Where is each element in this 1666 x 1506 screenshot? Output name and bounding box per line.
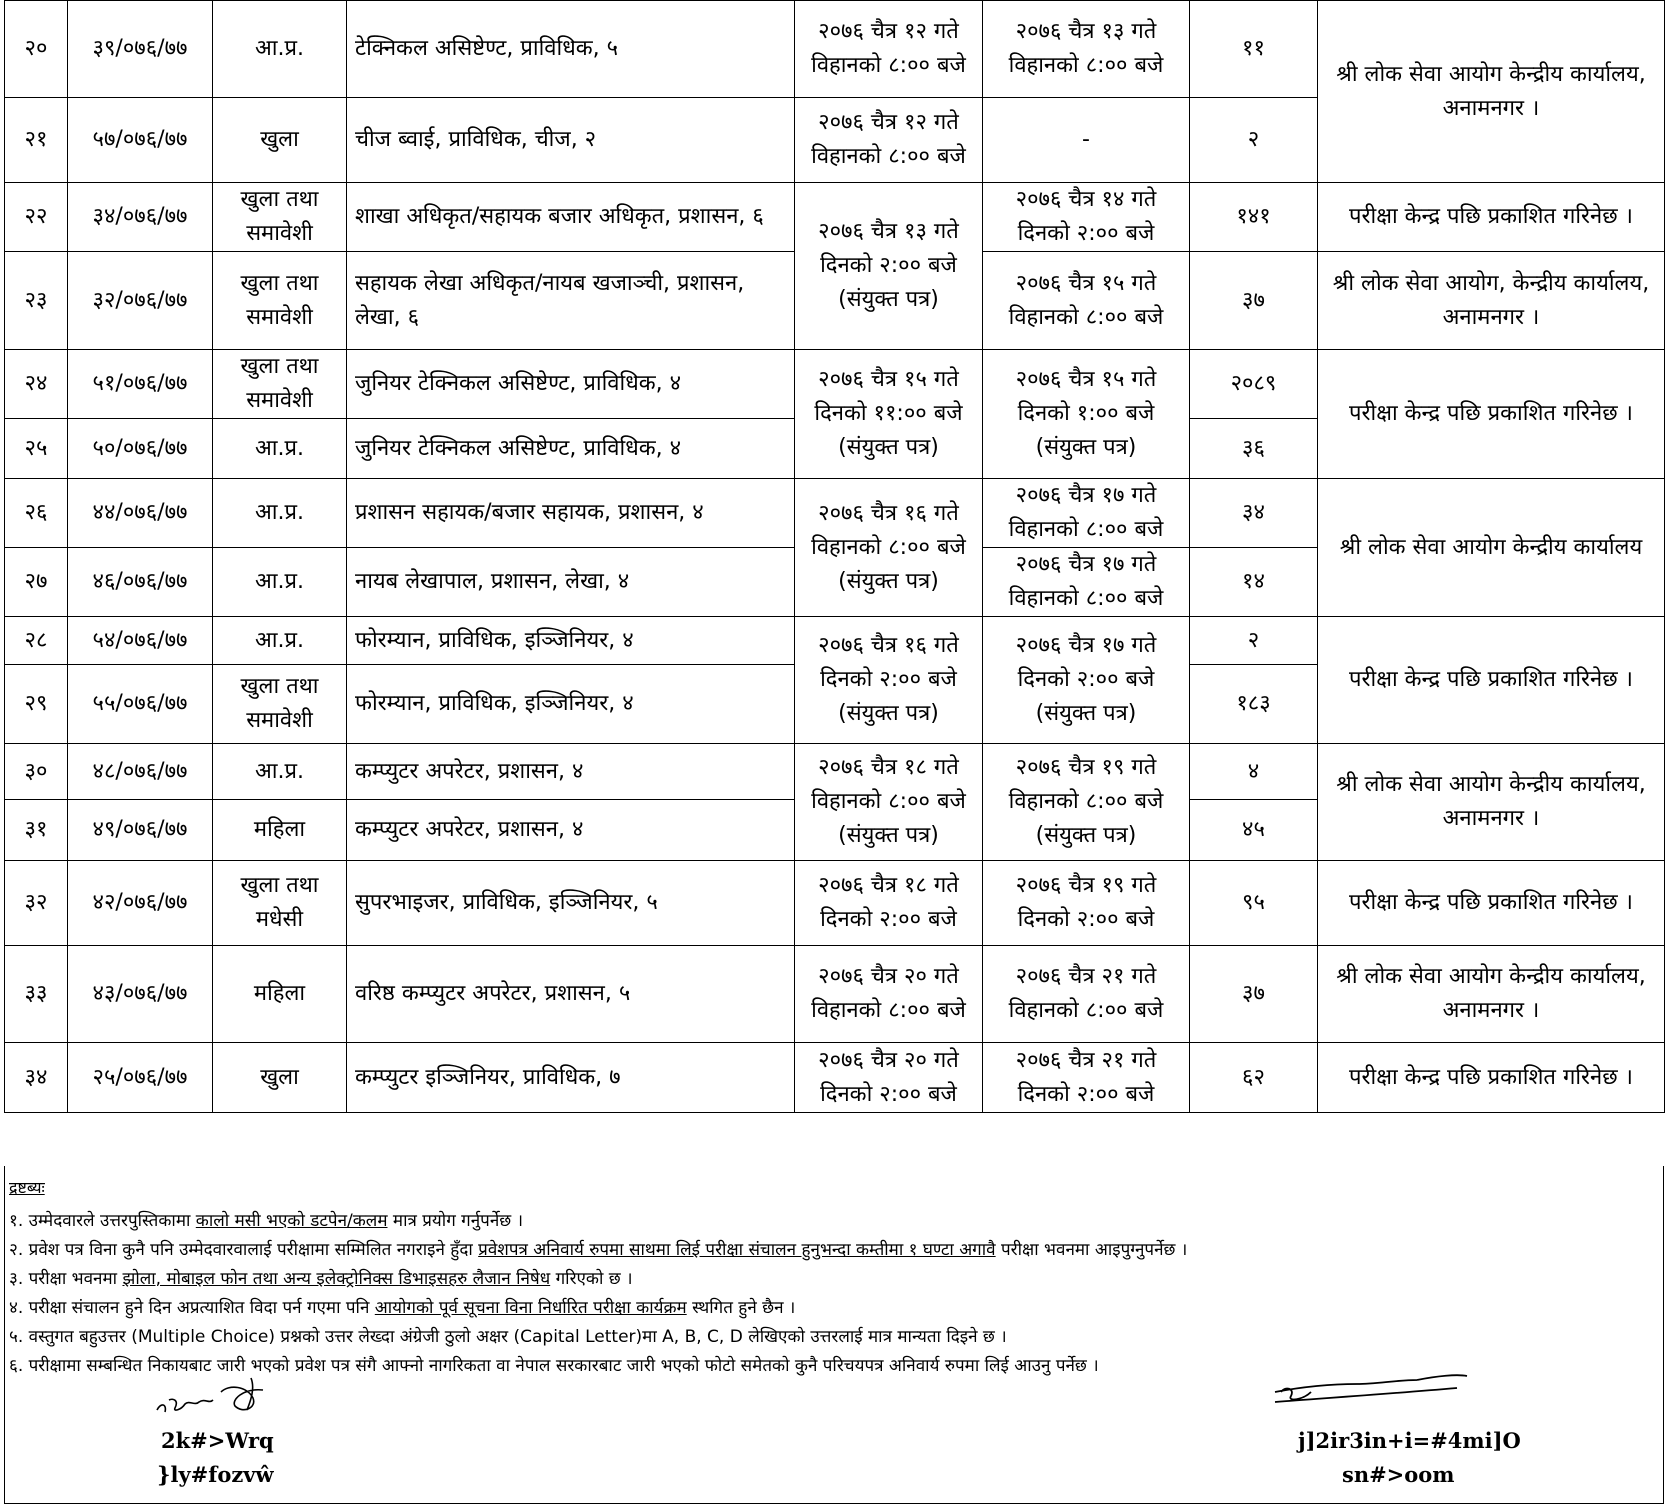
second-exam-cell: २०७६ चैत्र १५ गते दिनको १:०० बजे (संयुक्त पत्र) xyxy=(983,350,1190,479)
note-4: ४. परीक्षा संचालन हुने दिन अप्रत्याशित विदा पर्न गएमा पनि आयोगको पूर्व सूचना विना निर्धारित परीक्षा कार्यक्रम स्थगित हुने छैन । xyxy=(9,1298,796,1318)
note-2: २. प्रवेश पत्र विना कुनै पनि उम्मेदवारवालाई परीक्षामा सम्मिलित नगराइने हुँदा प्रवेशपत्र अनिवार्य रुपमा साथमा लिई परीक्षा संचालन हुनुभन्दा कम्तीमा १ घण्टा अगावै परीक्षा भवनमा आइपुग्नुपर्नेछ । xyxy=(9,1240,1188,1260)
candidate-count-cell: २०८९ xyxy=(1190,350,1318,419)
second-exam-cell: २०७६ चैत्र १९ गते दिनको २:०० बजे xyxy=(983,861,1190,946)
left-signature-scribble xyxy=(151,1374,281,1424)
advertisement-no-cell: ४३/०७६/७७ xyxy=(68,946,213,1043)
group-cell: खुला xyxy=(213,1043,347,1113)
exam-center-cell: श्री लोक सेवा आयोग केन्द्रीय कार्यालय xyxy=(1318,479,1665,617)
post-cell: कम्प्युटर अपरेटर, प्रशासन, ४ xyxy=(347,744,795,800)
table-row xyxy=(5,744,1665,800)
advertisement-no-cell: ४४/०७६/७७ xyxy=(68,479,213,548)
exam-center-cell: श्री लोक सेवा आयोग केन्द्रीय कार्यालय, अनामनगर । xyxy=(1318,744,1665,861)
exam-center-cell: श्री लोक सेवा आयोग केन्द्रीय कार्यालय, अनामनगर । xyxy=(1318,946,1665,1043)
table-row xyxy=(5,183,1665,252)
table-row xyxy=(5,1,1665,98)
candidate-count-cell: १८३ xyxy=(1190,665,1318,744)
serial-cell: २९ xyxy=(5,665,68,744)
right-signature-scribble xyxy=(1267,1362,1487,1422)
candidate-count-cell: ३७ xyxy=(1190,252,1318,350)
advertisement-no-cell: ४६/०७६/७७ xyxy=(68,548,213,617)
table-row xyxy=(5,861,1665,946)
exam-center-cell: परीक्षा केन्द्र पछि प्रकाशित गरिनेछ । xyxy=(1318,183,1665,252)
written-exam-cell: २०७६ चैत्र १६ गते दिनको २:०० बजे (संयुक्त पत्र) xyxy=(795,617,983,744)
advertisement-no-cell: ४९/०७६/७७ xyxy=(68,800,213,861)
candidate-count-cell: ३७ xyxy=(1190,946,1318,1043)
table-row xyxy=(5,1043,1665,1113)
notes-section xyxy=(4,1166,1664,1504)
serial-cell: २४ xyxy=(5,350,68,419)
post-cell: फोरम्यान, प्राविधिक, इञ्जिनियर, ४ xyxy=(347,617,795,665)
post-cell: जुनियर टेक्निकल असिष्टेण्ट, प्राविधिक, ४ xyxy=(347,419,795,479)
candidate-count-cell: ४ xyxy=(1190,744,1318,800)
notes-heading: द्रष्टब्यः xyxy=(9,1178,45,1197)
second-exam-cell: २०७६ चैत्र १३ गते विहानको ८:०० बजे xyxy=(983,1,1190,98)
candidate-count-cell: २ xyxy=(1190,617,1318,665)
group-cell: आ.प्र. xyxy=(213,617,347,665)
right-signatory-name: j]2ir3in+i=#4mi]O xyxy=(1298,1428,1521,1453)
advertisement-no-cell: ५०/०७६/७७ xyxy=(68,419,213,479)
second-exam-cell: २०७६ चैत्र १७ गते विहानको ८:०० बजे xyxy=(983,479,1190,548)
serial-cell: २८ xyxy=(5,617,68,665)
group-cell: आ.प्र. xyxy=(213,479,347,548)
candidate-count-cell: २ xyxy=(1190,98,1318,183)
group-cell: खुला तथा समावेशी xyxy=(213,665,347,744)
exam-center-cell: परीक्षा केन्द्र पछि प्रकाशित गरिनेछ । xyxy=(1318,1043,1665,1113)
serial-cell: ३१ xyxy=(5,800,68,861)
post-cell: शाखा अधिकृत/सहायक बजार अधिकृत, प्रशासन, ६ xyxy=(347,183,795,252)
table-row xyxy=(5,617,1665,665)
second-exam-cell: २०७६ चैत्र १७ गते विहानको ८:०० बजे xyxy=(983,548,1190,617)
second-exam-cell: २०७६ चैत्र २१ गते विहानको ८:०० बजे xyxy=(983,946,1190,1043)
written-exam-cell: २०७६ चैत्र १५ गते दिनको ११:०० बजे (संयुक्त पत्र) xyxy=(795,350,983,479)
right-signatory-title: sn#>oom xyxy=(1342,1462,1455,1487)
serial-cell: ३२ xyxy=(5,861,68,946)
serial-cell: २६ xyxy=(5,479,68,548)
exam-center-cell: परीक्षा केन्द्र पछि प्रकाशित गरिनेछ । xyxy=(1318,617,1665,744)
post-cell: प्रशासन सहायक/बजार सहायक, प्रशासन, ४ xyxy=(347,479,795,548)
note-3: ३. परीक्षा भवनमा झोला, मोबाइल फोन तथा अन्य इलेक्ट्रोनिक्स डिभाइसहरु लैजान निषेध गरिएको छ । xyxy=(9,1269,633,1289)
candidate-count-cell: १४ xyxy=(1190,548,1318,617)
post-cell: जुनियर टेक्निकल असिष्टेण्ट, प्राविधिक, ४ xyxy=(347,350,795,419)
written-exam-cell: २०७६ चैत्र २० गते विहानको ८:०० बजे xyxy=(795,946,983,1043)
group-cell: खुला तथा समावेशी xyxy=(213,252,347,350)
written-exam-cell: २०७६ चैत्र २० गते दिनको २:०० बजे xyxy=(795,1043,983,1113)
group-cell: खुला xyxy=(213,98,347,183)
written-exam-cell: २०७६ चैत्र १६ गते विहानको ८:०० बजे (संयुक्त पत्र) xyxy=(795,479,983,617)
advertisement-no-cell: ४८/०७६/७७ xyxy=(68,744,213,800)
written-exam-cell: २०७६ चैत्र १२ गते विहानको ८:०० बजे xyxy=(795,1,983,98)
group-cell: आ.प्र. xyxy=(213,419,347,479)
group-cell: आ.प्र. xyxy=(213,1,347,98)
candidate-count-cell: १४१ xyxy=(1190,183,1318,252)
candidate-count-cell: ९५ xyxy=(1190,861,1318,946)
advertisement-no-cell: ३२/०७६/७७ xyxy=(68,252,213,350)
second-exam-cell: २०७६ चैत्र १७ गते दिनको २:०० बजे (संयुक्त पत्र) xyxy=(983,617,1190,744)
serial-cell: ३४ xyxy=(5,1043,68,1113)
group-cell: खुला तथा समावेशी xyxy=(213,183,347,252)
serial-cell: २७ xyxy=(5,548,68,617)
post-cell: फोरम्यान, प्राविधिक, इञ्जिनियर, ४ xyxy=(347,665,795,744)
serial-cell: ३० xyxy=(5,744,68,800)
group-cell: आ.प्र. xyxy=(213,548,347,617)
second-exam-cell: २०७६ चैत्र १९ गते विहानको ८:०० बजे (संयुक्त पत्र) xyxy=(983,744,1190,861)
exam-center-cell: श्री लोक सेवा आयोग केन्द्रीय कार्यालय, अनामनगर । xyxy=(1318,1,1665,183)
table-row xyxy=(5,946,1665,1043)
note-1: १. उम्मेदवारले उत्तरपुस्तिकामा कालो मसी भएको डटपेन/कलम मात्र प्रयोग गर्नुपर्नेछ । xyxy=(9,1211,524,1231)
left-signatory-name: 2k#>Wrq xyxy=(161,1428,274,1453)
serial-cell: ३३ xyxy=(5,946,68,1043)
post-cell: टेक्निकल असिष्टेण्ट, प्राविधिक, ५ xyxy=(347,1,795,98)
exam-center-cell: परीक्षा केन्द्र पछि प्रकाशित गरिनेछ । xyxy=(1318,350,1665,479)
serial-cell: २२ xyxy=(5,183,68,252)
second-exam-cell: २०७६ चैत्र २१ गते दिनको २:०० बजे xyxy=(983,1043,1190,1113)
table-row xyxy=(5,350,1665,419)
post-cell: नायब लेखापाल, प्रशासन, लेखा, ४ xyxy=(347,548,795,617)
written-exam-cell: २०७६ चैत्र १३ गते दिनको २:०० बजे (संयुक्त पत्र) xyxy=(795,183,983,350)
advertisement-no-cell: ५४/०७६/७७ xyxy=(68,617,213,665)
second-exam-cell: २०७६ चैत्र १५ गते विहानको ८:०० बजे xyxy=(983,252,1190,350)
serial-cell: २१ xyxy=(5,98,68,183)
exam-center-cell: परीक्षा केन्द्र पछि प्रकाशित गरिनेछ । xyxy=(1318,861,1665,946)
candidate-count-cell: ३६ xyxy=(1190,419,1318,479)
group-cell: महिला xyxy=(213,800,347,861)
advertisement-no-cell: ५१/०७६/७७ xyxy=(68,350,213,419)
table-row xyxy=(5,479,1665,548)
left-signatory-title: }ly#fozvŵ xyxy=(157,1462,274,1487)
note-6: ६. परीक्षामा सम्बन्धित निकायबाट जारी भएको प्रवेश पत्र संगै आफ्नो नागरिकता वा नेपाल सरकारबाट जारी भएको फोटो समेतको कुनै परिचयपत्र अनिवार्य रुपमा लिई आउनु पर्नेछ । xyxy=(9,1356,1099,1376)
candidate-count-cell: ३४ xyxy=(1190,479,1318,548)
advertisement-no-cell: ३९/०७६/७७ xyxy=(68,1,213,98)
post-cell: सुपरभाइजर, प्राविधिक, इञ्जिनियर, ५ xyxy=(347,861,795,946)
note-5: ५. वस्तुगत बहुउत्तर (Multiple Choice) प्रश्नको उत्तर लेख्दा अंग्रेजी ठुलो अक्षर (Capital Letter)मा A, B, C, D लेखिएको उत्तरलाई मात्र मान्यता दिइने छ । xyxy=(9,1327,1007,1347)
post-cell: कम्प्युटर इञ्जिनियर, प्राविधिक, ७ xyxy=(347,1043,795,1113)
post-cell: सहायक लेखा अधिकृत/नायब खजाञ्ची, प्रशासन, लेखा, ६ xyxy=(347,252,795,350)
post-cell: कम्प्युटर अपरेटर, प्रशासन, ४ xyxy=(347,800,795,861)
advertisement-no-cell: ४२/०७६/७७ xyxy=(68,861,213,946)
written-exam-cell: २०७६ चैत्र १८ गते विहानको ८:०० बजे (संयुक्त पत्र) xyxy=(795,744,983,861)
exam-center-cell: श्री लोक सेवा आयोग, केन्द्रीय कार्यालय, अनामनगर । xyxy=(1318,252,1665,350)
group-cell: आ.प्र. xyxy=(213,744,347,800)
group-cell: खुला तथा मधेसी xyxy=(213,861,347,946)
written-exam-cell: २०७६ चैत्र १२ गते विहानको ८:०० बजे xyxy=(795,98,983,183)
serial-cell: २० xyxy=(5,1,68,98)
second-exam-cell: - xyxy=(983,98,1190,183)
second-exam-cell: २०७६ चैत्र १४ गते दिनको २:०० बजे xyxy=(983,183,1190,252)
advertisement-no-cell: ३४/०७६/७७ xyxy=(68,183,213,252)
written-exam-cell: २०७६ चैत्र १८ गते दिनको २:०० बजे xyxy=(795,861,983,946)
serial-cell: २५ xyxy=(5,419,68,479)
group-cell: महिला xyxy=(213,946,347,1043)
serial-cell: २३ xyxy=(5,252,68,350)
advertisement-no-cell: २५/०७६/७७ xyxy=(68,1043,213,1113)
candidate-count-cell: ११ xyxy=(1190,1,1318,98)
post-cell: चीज ब्वाई, प्राविधिक, चीज, २ xyxy=(347,98,795,183)
advertisement-no-cell: ५५/०७६/७७ xyxy=(68,665,213,744)
advertisement-no-cell: ५७/०७६/७७ xyxy=(68,98,213,183)
candidate-count-cell: ४५ xyxy=(1190,800,1318,861)
post-cell: वरिष्ठ कम्प्युटर अपरेटर, प्रशासन, ५ xyxy=(347,946,795,1043)
group-cell: खुला तथा समावेशी xyxy=(213,350,347,419)
exam-schedule-table xyxy=(4,0,1665,1113)
candidate-count-cell: ६२ xyxy=(1190,1043,1318,1113)
